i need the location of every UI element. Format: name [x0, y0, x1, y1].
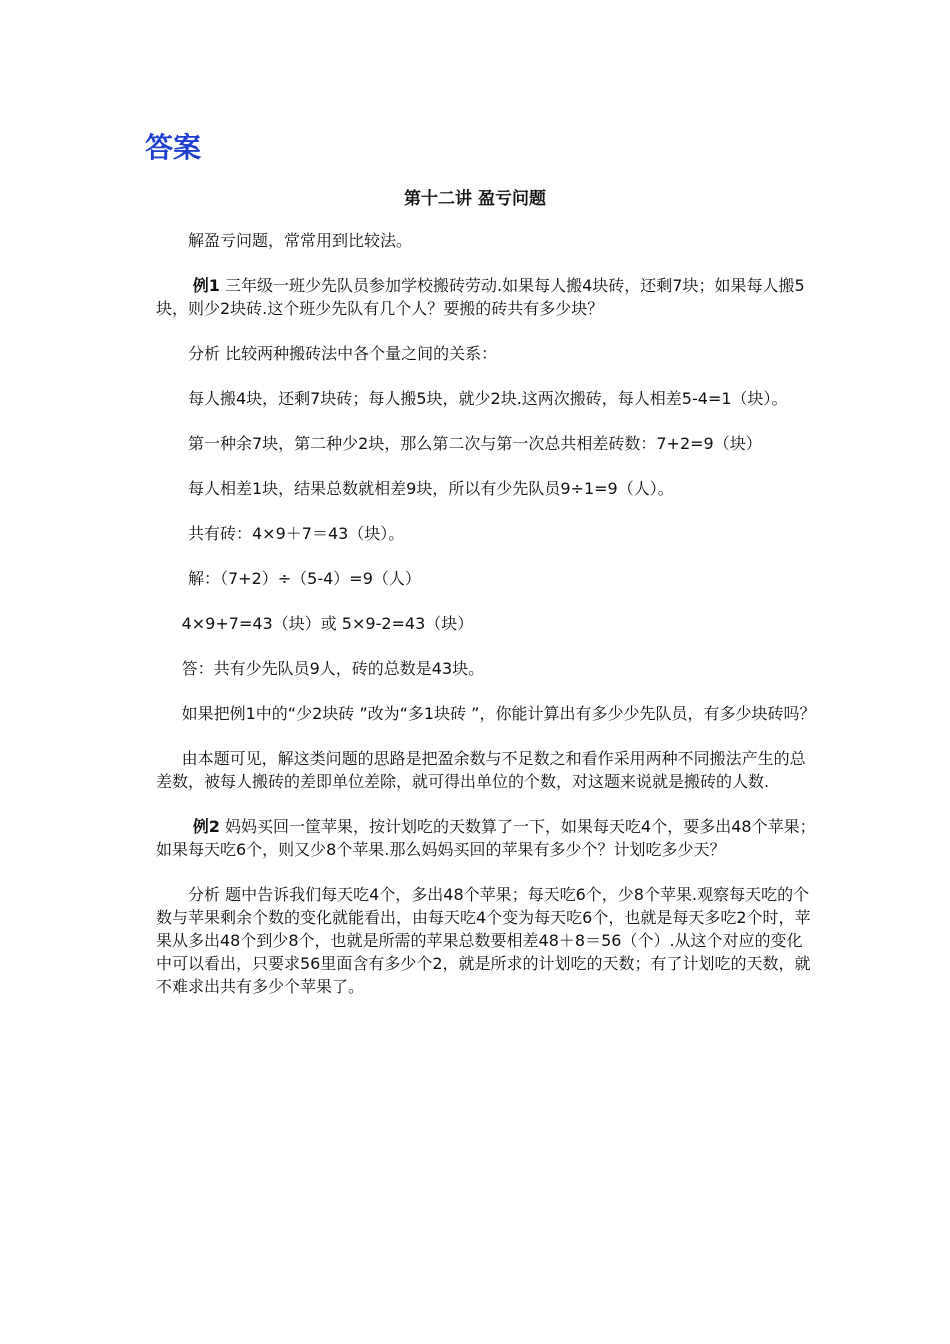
paragraph-variation: 如果把例1中的“少2块砖 ”改为“多1块砖 ”，你能计算出有多少少先队员，有多少块砖吗？	[181, 704, 816, 723]
lecture-title: 第十二讲 盈亏问题	[404, 189, 546, 209]
paragraph-summary: 由本题可见，解这类问题的思路是把盈余数与不足数之和看作采用两种不同搬法产生的总差数，被每人搬砖的差即单位差除，就可得出单位的个数，对这题来说就是搬砖的人数.	[156, 749, 806, 791]
paragraph-intro: 解盈亏问题，常常用到比较法。	[188, 231, 413, 250]
example-2-text: 妈妈买回一筐苹果，按计划吃的天数算了一下，如果每天吃4个，要多出48个苹果；如果每天吃6个，则又少8个苹果.那么妈妈买回的苹果有多少个？计划吃多少天？	[156, 817, 816, 859]
document-body	[156, 229, 816, 1020]
paragraph-step-2: 第一种余7块，第二种少2块，那么第二次与第一次总共相差砖数：7+2=9（块）	[188, 434, 762, 453]
paragraph-example-1	[156, 274, 816, 320]
answer-heading: 答案	[145, 131, 202, 164]
paragraph-example-2	[156, 815, 816, 861]
paragraph-answer: 答：共有少先队员9人，砖的总数是43块。	[181, 659, 485, 678]
paragraph-solution-calc: 4×9+7=43（块）或 5×9-2=43（块）	[181, 614, 474, 633]
example-1-text: 三年级一班少先队员参加学校搬砖劳动.如果每人搬4块砖，还剩7块；如果每人搬5块，则少2块砖.这个班少先队有几个人？要搬的砖共有多少块？	[156, 276, 805, 318]
paragraph-step-3: 每人相差1块，结果总数就相差9块，所以有少先队员9÷1=9（人）。	[188, 479, 674, 498]
paragraph-step-1: 每人搬4块，还剩7块砖；每人搬5块，就少2块.这两次搬砖，每人相差5-4=1（块）。	[188, 389, 788, 408]
example-2-label: 例2	[192, 817, 220, 836]
paragraph-analysis-2: 分析 题中告诉我们每天吃4个，多出48个苹果；每天吃6个，少8个苹果.观察每天吃的个数与苹果剩余个数的变化就能看出，由每天吃4个变为每天吃6个，也就是每天多吃2个时，苹果从多出48个到少8个，也就是所需的苹果总数要相差48＋8＝56（个）.从这个对应的变化中可以看出，只要求56里面含有多少个2，就是所求的计划吃的天数；有了计划吃的天数，就不难求出共有多少个苹果了。	[156, 885, 811, 996]
paragraph-solution: 解：（7+2）÷（5-4）=9（人）	[188, 569, 421, 588]
example-1-label: 例1	[192, 276, 220, 295]
paragraph-analysis-1: 分析 比较两种搬砖法中各个量之间的关系：	[188, 344, 498, 363]
paragraph-step-4: 共有砖：4×9＋7＝43（块）。	[188, 524, 405, 543]
